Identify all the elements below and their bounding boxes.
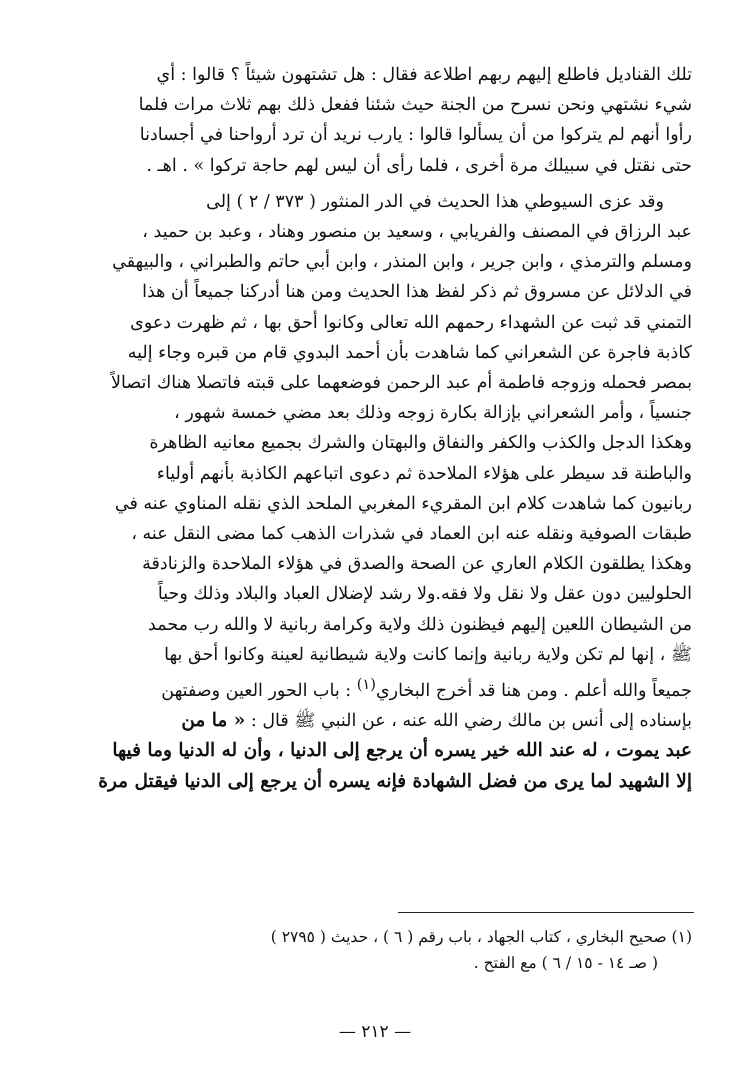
text-segment: : باب الحور العين وصفتهن (161, 680, 357, 701)
text-segment: جميعاً والله أعلم . ومن هنا قد أخرج البخاري (375, 680, 692, 701)
text-line: رأوا أنهم لم يتركوا من أن يسألوا قالوا : يارب نريد أن ترد أرواحنا في أجسادنا (139, 125, 692, 146)
footnote-marker: (١) (356, 676, 376, 694)
text-line (62, 706, 692, 736)
hadith-quote-line: عبد يموت ، له عند الله خير يسره أن يرجع إلى الدنيا ، وأن له الدنيا وما فيها (112, 740, 692, 762)
text-line: وقد عزى السيوطي هذا الحديث في الدر المنثور ( ٣٧٣ / ٢ ) إلى (206, 191, 664, 212)
text-line: والباطنة قد سيطر على هؤلاء الملاحدة ثم دعوى اتباعهم الكاذبة بأنهم أولياء (156, 463, 692, 484)
main-text (62, 60, 692, 797)
text-line: بمصر فحمله وزوجه فاطمة أم عبد الرحمن فوضعهما على قبته فاتصلا هناك اتصالاً (111, 373, 692, 394)
text-line: في الدلائل عن مسروق ثم ذكر لفظ هذا الحديث ومن هنا أدركنا جميعاً أن هذا (142, 282, 692, 303)
text-line: التمني قد ثبت عن الشهداء رحمهم الله تعالى وكانوا أحق بها ، ثم ظهرت دعوى (130, 312, 692, 333)
footnote-divider (398, 912, 694, 913)
text-segment: بإسناده إلى أنس بن مالك رضي الله عنه ، عن النبي ﷺ قال : (245, 711, 692, 732)
text-line: شيء نشتهي ونحن نسرح من الجنة حيث شئنا ففعل ذلك بهم ثلاث مرات فلما (138, 95, 692, 116)
hadith-quote: « ما من (181, 710, 246, 732)
text-line: وهكذا الدجل والكذب والكفر والنفاق والبهتان والشرك بجميع معانيه الظاهرة (149, 433, 692, 454)
footnotes (62, 924, 692, 976)
text-line: عبد الرزاق في المصنف والفريابي ، وسعيد بن منصور وهناد ، وعبد بن حميد ، (142, 222, 692, 243)
footnote-line: ( صـ ١٤ - ١٥ / ٦ ) مع الفتح . (473, 954, 658, 972)
text-line: ومسلم والترمذي ، وابن جرير ، وابن المنذر ، وابن أبي حاتم والطبراني ، والبيهقي (112, 252, 692, 273)
text-line: من الشيطان اللعين إليهم فيظنون ذلك ولاية وكرامة ربانية لا والله رب محمد (148, 614, 692, 635)
text-line: ﷺ ، إنها لم تكن ولاية ربانية وإنما كانت ولاية شيطانية لعينة وكانوا أحق بها (164, 644, 692, 665)
text-line: وهكذا يطلقون الكلام العاري عن الصحة والصدق في هؤلاء الملاحدة والزنادقة (142, 554, 692, 575)
text-line: جنسياً ، وأمر الشعراني بإزالة بكارة زوجه وذلك بعد مضي خمسة شهور ، (174, 403, 692, 424)
hadith-quote-line: إلا الشهيد لما يرى من فضل الشهادة فإنه يسره أن يرجع إلى الدنيا فيقتل مرة (98, 770, 692, 792)
footnote-line: (١) صحيح البخاري ، كتاب الجهاد ، باب رقم ( ٦ ) ، حديث ( ٢٧٩٥ ) (270, 928, 692, 946)
text-line: كاذبة فاجرة عن الشعراني كما شاهدت بأن أحمد البدوي قام من قبره وجاء إليه (127, 342, 692, 363)
text-line: الحلوليين دون عقل ولا نقل ولا فقه.ولا رشد لإضلال العباد والبلاد وذلك وحياً (157, 584, 692, 605)
text-line: طبقات الصوفية ونقله عنه ابن العماد في شذرات الذهب كما مضى النقل عنه ، (131, 524, 692, 545)
page-number: — ٢١٢ — (338, 1022, 412, 1042)
text-line: حتى نقتل في سبيلك مرة أخرى ، فلما رأى أن ليس لهم حاجة تركوا » . اهـ . (146, 155, 692, 176)
text-line: ربانيون كما شاهدت كلام ابن المقريء المغربي الملحد الذي نقله المناوي عنه في (114, 493, 692, 514)
text-line (62, 670, 692, 706)
text-line: تلك القناديل فاطلع إليهم ربهم اطلاعة فقال : هل تشتهون شيئاً ؟ قالوا : أي (156, 65, 692, 85)
